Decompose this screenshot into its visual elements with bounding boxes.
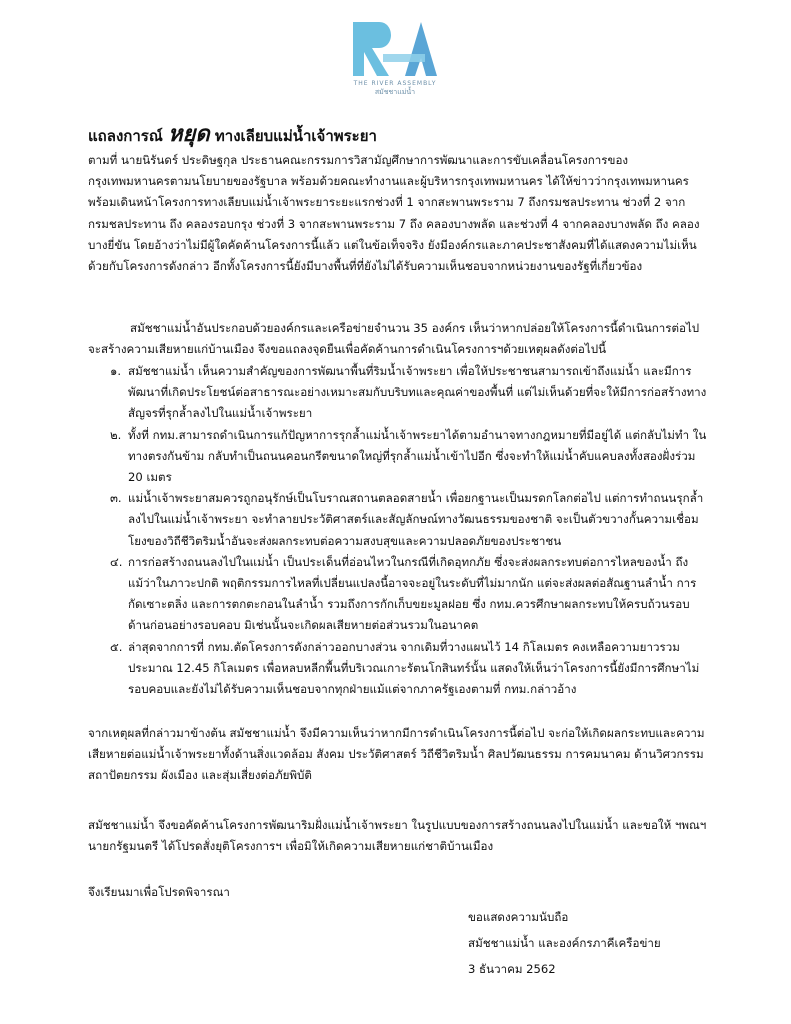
list-item-text: ล่าสุดจากการที่ กทม.ตัดโครงการดังกล่าวออกบางส่วน จากเดิมที่วางแผนไว้ 14 กิโลเมตร คงเหลือความยาวรวมประมาณ 12.45 กิโลเมตร เพื่อหลบหลีกพื้นที่บริเวณเกาะรัตนโกสินทร์นั้น แสดงให้เห็นว่าโครงการนี้ยังมีการศึกษาไม่รอบคอบและยังไม่ได้รับความเห็นชอบจากทุกฝ่ายแม้แต่จากภาครัฐเองตามที่ กทม.กล่าวอ้าง xyxy=(128,639,700,697)
list-item xyxy=(88,552,710,637)
list-item-number: ๒. xyxy=(110,427,122,442)
intro-paragraph: ตามที่ นายนิรันดร์ ประดิษฐกุล ประธานคณะกรรมการวิสามัญศึกษาการพัฒนาและการขับเคลื่อนโครงการของกรุงเทพมหานครตามนโยบายของรัฐบาล พร้อมด้วยคณะทำงานและผู้บริหารกรุงเทพมหานคร ได้ให้ข่าวว่ากรุงเทพมหานครพร้อมเดินหน้าโครงการทางเลียบแม่น้ำเจ้าพระยาระยะแรกช่วงที่ 1 จากสะพานพระราม 7 ถึงกรมชลประทาน ช่วงที่ 2 จากกรมชลประทาน ถึง คลองรอบกรุง ช่วงที่ 3 จากสะพานพระราม 7 ถึง คลองบางพลัด และช่วงที่ 4 จากคลองบางพลัด ถึง คลองบางยี่ขัน โดยอ้างว่าไม่มีผู้ใดคัดค้านโครงการนี้แล้ว แต่ในข้อเท็จจริง ยังมีองค์กรและภาคประชาสังคมที่ได้แสดงความไม่เห็นด้วยกับโครงการดังกล่าว อีกทั้งโครงการนี้ยังมีบางพื้นที่ที่ยังไม่ได้รับความเห็นชอบจากหน่วยงานของรัฐที่เกี่ยวข้อง xyxy=(88,153,700,274)
list-item-text: ทั้งที่ กทม.สามารถดำเนินการแก้ปัญหาการรุกล้ำแม่น้ำเจ้าพระยาได้ตามอำนาจทางกฎหมายที่มีอยู่ได้ แต่กลับไม่ทำ ในทางตรงกันข้าม กลับทำเป็นถนนคอนกรีตขนาดใหญ่ที่รุกล้ำแม่น้ำเข้าไปอีก ซึ่งจะทำให้แม่น้ำคับแคบลงทั้งสองฝั่งร่วม 20 เมตร xyxy=(128,427,707,485)
title-prefix: แถลงการณ์ xyxy=(88,127,163,145)
list-item-text: การก่อสร้างถนนลงไปในแม่น้ำ เป็นประเด็นที่อ่อนไหวในกรณีที่เกิดอุทกภัย ซึ่งจะส่งผลกระทบต่อการไหลของน้ำ ถึงแม้ว่าในภาวะปกติ พฤติกรรมการไหลที่เปลี่ยนแปลงนี้อาจจะอยู่ในระดับที่ไม่มากนัก แต่จะส่งผลต่อสัณฐานลำน้ำ การกัดเซาะตลิ่ง และการตกตะกอนในลำน้ำ รวมถึงการกักเก็บขยะมูลฝอย ซึ่ง กทม.ควรศึกษาผลกระทบให้ครบถ้วนรอบด้านก่อนอย่างรอบคอบ มิเช่นนั้นจะเกิดผลเสียหายต่อส่วนรวมในอนาคต xyxy=(128,554,697,633)
logo-org-name: THE RIVER ASSEMBLY xyxy=(353,80,437,87)
list-item-text: แม่น้ำเจ้าพระยาสมควรถูกอนุรักษ์เป็นโบราณสถานตลอดสายน้ำ เพื่อยกฐานะเป็นมรดกโลกต่อไป แต่การทำถนนรุกล้ำลงไปในแม่น้ำเจ้าพระยา จะทำลายประวัติศาสตร์และสัญลักษณ์ทางวัฒนธรรมของชาติ จะเป็นตัวขวางกั้นความเชื่อมโยงของวิถีชีวิตริมน้ำอันจะส่งผลกระทบต่อความสงบสุขและความปลอดภัยของประชาชน xyxy=(128,491,704,548)
signature-signer: สมัชชาแม่น้ำ และองค์กรภาคีเครือข่าย xyxy=(468,936,661,950)
list-item xyxy=(88,637,710,701)
reasons-list xyxy=(88,361,710,700)
logo-org-name-thai: สมัชชาแม่น้ำ xyxy=(374,88,416,96)
list-item-number: ๕. xyxy=(110,639,123,654)
ra-logo-mark-icon xyxy=(345,14,445,78)
river-assembly-logo xyxy=(342,14,448,106)
list-item xyxy=(88,488,710,552)
signature-date: 3 ธันวาคม 2562 xyxy=(468,962,556,976)
closing-line: จึงเรียนมาเพื่อโปรดพิจารณา xyxy=(88,885,230,899)
document-title xyxy=(88,116,377,151)
list-item-number: ๔. xyxy=(110,554,123,569)
list-item xyxy=(88,425,710,489)
title-suffix: ทางเลียบแม่น้ำเจ้าพระยา xyxy=(214,127,377,145)
position-paragraph: สมัชชาแม่น้ำอันประกอบด้วยองค์กรและเครือข่ายจำนวน 35 องค์กร เห็นว่าหากปล่อยให้โครงการนี้ดำเนินการต่อไปจะสร้างความเสียหายแก่บ้านเมือง จึงขอแถลงจุดยืนเพื่อคัดค้านการดำเนินโครงการฯด้วยเหตุผลดังต่อไปนี้ xyxy=(88,321,700,357)
list-item-text: สมัชชาแม่น้ำ เห็นความสำคัญของการพัฒนาพื้นที่ริมน้ำเจ้าพระยา เพื่อให้ประชาชนสามารถเข้าถึงแม่น้ำ และมีการพัฒนาที่เกิดประโยชน์ต่อสาธารณะอย่างเหมาะสมกับบริบทและคุณค่าของพื้นที่ แต่ไม่เห็นด้วยที่จะให้มีการก่อสร้างทางสัญจรที่รุกล้ำลงไปในแม่น้ำเจ้าพระยา xyxy=(128,364,707,421)
list-item-number: ๑. xyxy=(110,364,122,378)
list-item xyxy=(88,361,710,425)
conclusion-paragraph: จากเหตุผลที่กล่าวมาข้างต้น สมัชชาแม่น้ำ จึงมีความเห็นว่าหากมีการดำเนินโครงการนี้ต่อไป จะก่อให้เกิดผลกระทบและความเสียหายต่อแม่น้ำเจ้าพระยาทั้งด้านสิ่งแวดล้อม สังคม ประวัติศาสตร์ วิถีชีวิตริมน้ำ ศิลปวัฒนธรรม การคมนาคม ด้านวิศวกรรม สถาปัตยกรรม ผังเมือง และสุ่มเสี่ยงต่อภัยพิบัติ xyxy=(88,726,705,783)
demand-paragraph: สมัชชาแม่น้ำ จึงขอคัดค้านโครงการพัฒนาริมฝั่งแม่น้ำเจ้าพระยา ในรูปแบบของการสร้างถนนลงไปในแม่น้ำ และขอให้ ฯพณฯ นายกรัฐมนตรี ได้โปรดสั่งยุติโครงการฯ เพื่อมิให้เกิดความเสียหายแก่ชาติบ้านเมือง xyxy=(88,818,707,854)
signature-block xyxy=(468,904,661,982)
list-item-number: ๓. xyxy=(110,491,122,506)
title-emphasis: หยุด xyxy=(167,122,210,147)
signature-regards: ขอแสดงความนับถือ xyxy=(468,910,569,924)
